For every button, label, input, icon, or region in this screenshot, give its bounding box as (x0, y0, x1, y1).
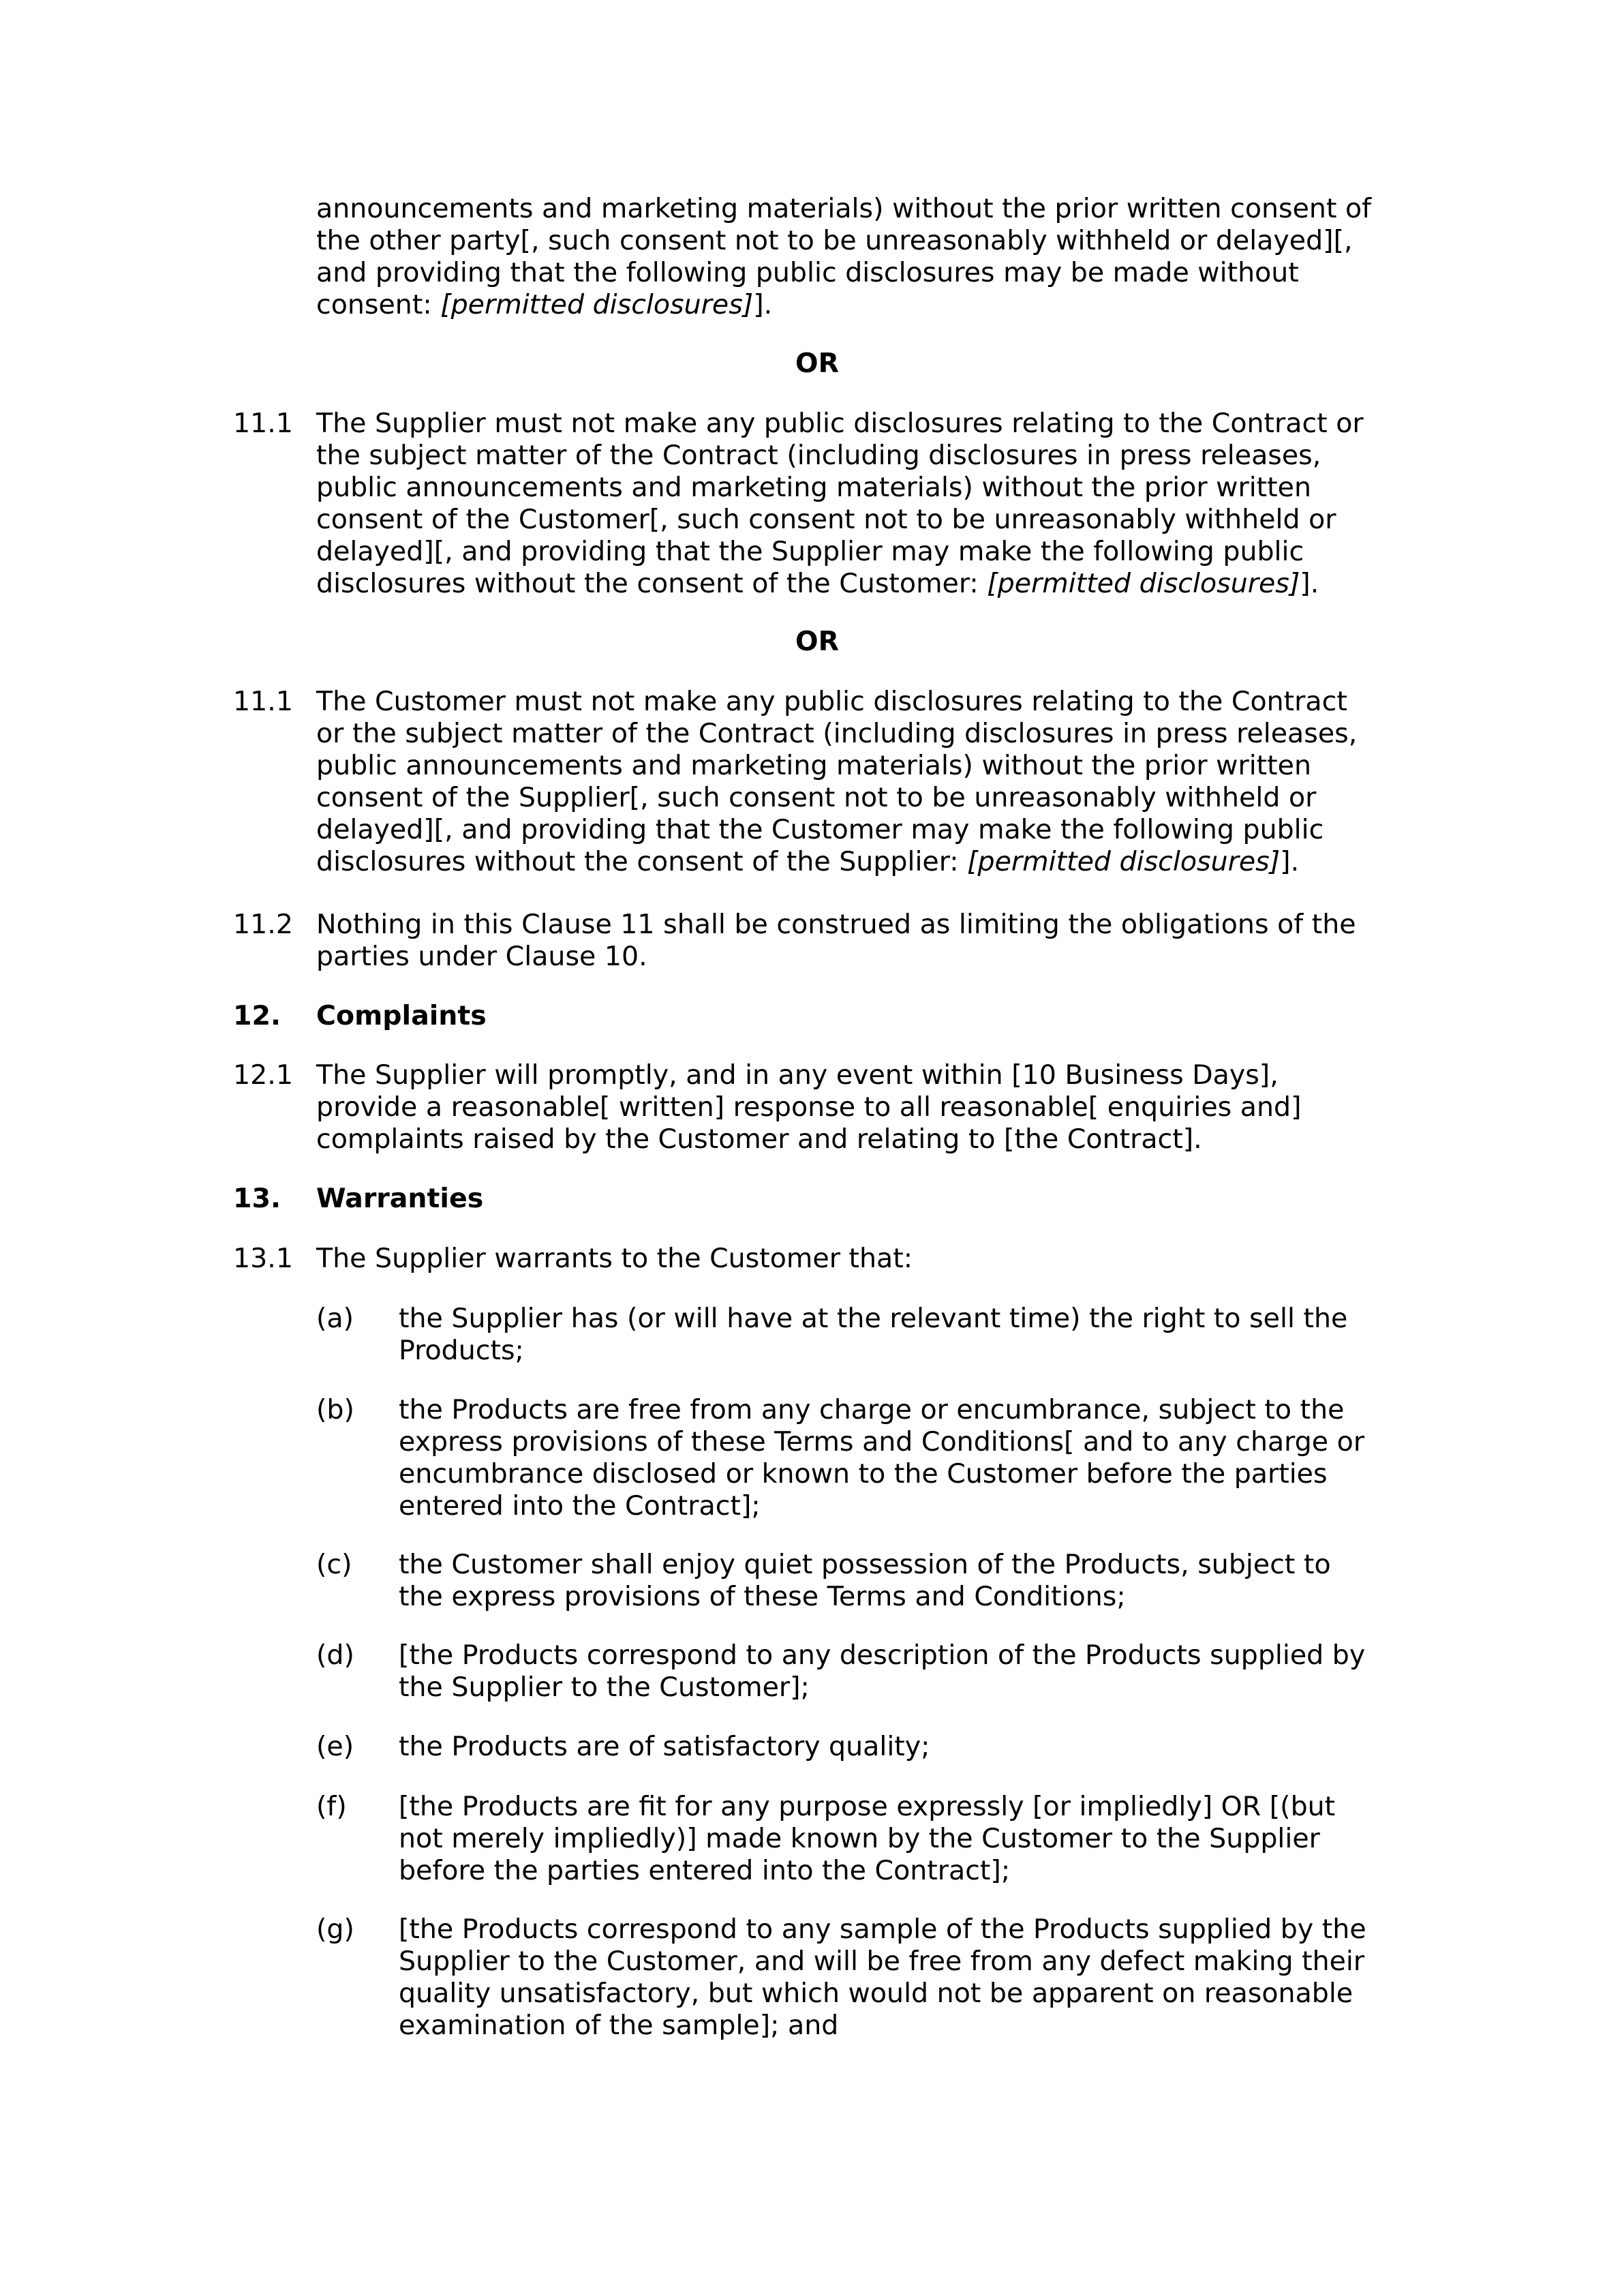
line-text: ]. (1300, 568, 1319, 599)
paragraph-line-last (316, 846, 1357, 878)
section-number: 13. (233, 1183, 281, 1214)
section-heading: Complaints (316, 1000, 487, 1031)
paragraph-line: consent of the Supplier[, such consent not to be unreasonably withheld or (316, 782, 1317, 813)
paragraph-line: [the Products correspond to any description of the Products supplied by (399, 1640, 1366, 1671)
clause-12-1 (316, 1059, 1302, 1155)
paragraph-line: the Supplier has (or will have at the relevant time) the right to sell the (399, 1303, 1348, 1334)
clause-13-1 (316, 1243, 913, 1275)
paragraph-line: Products; (399, 1335, 524, 1366)
paragraph-line: announcements and marketing materials) without the prior written consent of (316, 193, 1372, 224)
list-item (399, 1549, 1331, 1613)
paragraph-line: parties under Clause 10. (316, 941, 647, 972)
or-separator: OR (795, 348, 839, 379)
section-heading: Warranties (316, 1183, 484, 1214)
paragraph-line: the Products are of satisfactory quality; (399, 1731, 930, 1762)
paragraph-line: express provisions of these Terms and Conditions[ and to any charge or (399, 1426, 1365, 1457)
paragraph-line-last (316, 568, 1364, 600)
list-item-label: (g) (316, 1914, 354, 1945)
paragraph-line: The Supplier warrants to the Customer that: (316, 1243, 913, 1274)
paragraph-line: [the Products correspond to any sample of the Products supplied by the (399, 1914, 1366, 1945)
paragraph-line: [the Products are fit for any purpose expressly [or impliedly] OR [(but (399, 1791, 1336, 1822)
paragraph-line: quality unsatisfactory, but which would not be apparent on reasonable (399, 1978, 1353, 2009)
line-text: ]. (753, 289, 773, 320)
list-item-label: (b) (316, 1394, 354, 1425)
clause-number: 11.1 (233, 686, 293, 717)
paragraph-line: public announcements and marketing materials) without the prior written (316, 750, 1311, 781)
paragraph-line: the Supplier to the Customer]; (399, 1672, 810, 1703)
paragraph-line: encumbrance disclosed or known to the Customer before the parties (399, 1458, 1328, 1490)
placeholder-text: [permitted disclosures] (987, 568, 1300, 599)
intro-paragraph (316, 193, 1371, 321)
paragraph-line: or the subject matter of the Contract (including disclosures in press releases, (316, 718, 1358, 749)
paragraph-line: The Supplier must not make any public disclosures relating to the Contract or (316, 408, 1364, 439)
paragraph-line: examination of the sample]; and (399, 2010, 839, 2041)
list-item (399, 1303, 1347, 1367)
line-text: disclosures without the consent of the Supplier: (316, 846, 968, 877)
line-text: disclosures without the consent of the Customer: (316, 568, 988, 599)
paragraph-line: before the parties entered into the Contract]; (399, 1855, 1011, 1886)
clause-11-2 (316, 909, 1356, 973)
paragraph-line: The Supplier will promptly, and in any event within [10 Business Days], (316, 1059, 1279, 1091)
paragraph-line: delayed][, and providing that the Customer may make the following public (316, 814, 1324, 845)
paragraph-line: provide a reasonable[ written] response to all reasonable[ enquiries and] (316, 1091, 1302, 1123)
list-item-label: (a) (316, 1303, 354, 1334)
clause-number: 11.2 (233, 909, 293, 940)
list-item-label: (e) (316, 1731, 354, 1762)
paragraph-line-last (316, 289, 1371, 321)
list-item (399, 1394, 1364, 1522)
list-item (399, 1914, 1366, 2042)
clause-number: 12.1 (233, 1059, 293, 1091)
line-text: consent: (316, 289, 441, 320)
list-item (399, 1791, 1335, 1887)
paragraph-line: Supplier to the Customer, and will be free from any defect making their (399, 1946, 1365, 1977)
list-item-label: (d) (316, 1640, 354, 1671)
section-number: 12. (233, 1000, 281, 1031)
paragraph-line: the Customer shall enjoy quiet possession of the Products, subject to (399, 1549, 1331, 1580)
or-separator: OR (795, 626, 839, 657)
clause-11-1-customer (316, 686, 1357, 878)
placeholder-text: [permitted disclosures] (440, 289, 754, 320)
paragraph-line: the other party[, such consent not to be unreasonably withheld or delayed][, (316, 225, 1353, 256)
list-item-label: (f) (316, 1791, 347, 1822)
paragraph-line: not merely impliedly)] made known by the Customer to the Supplier (399, 1823, 1320, 1854)
line-text: ]. (1280, 846, 1300, 877)
list-item (399, 1731, 930, 1763)
paragraph-line: entered into the Contract]; (399, 1490, 761, 1522)
clause-number: 13.1 (233, 1243, 293, 1274)
clause-number: 11.1 (233, 408, 293, 439)
list-item-label: (c) (316, 1549, 352, 1580)
paragraph-line: public announcements and marketing materials) without the prior written (316, 472, 1311, 503)
paragraph-line: delayed][, and providing that the Supplier may make the following public (316, 536, 1304, 567)
paragraph-line: Nothing in this Clause 11 shall be construed as limiting the obligations of the (316, 909, 1356, 940)
paragraph-line: complaints raised by the Customer and relating to [the Contract]. (316, 1123, 1202, 1155)
paragraph-line: consent of the Customer[, such consent not to be unreasonably withheld or (316, 504, 1336, 535)
list-item (399, 1640, 1365, 1704)
paragraph-line: the express provisions of these Terms and Conditions; (399, 1581, 1126, 1612)
paragraph-line: the Products are free from any charge or encumbrance, subject to the (399, 1394, 1345, 1425)
paragraph-line: The Customer must not make any public disclosures relating to the Contract (316, 686, 1347, 717)
paragraph-line: and providing that the following public disclosures may be made without (316, 257, 1299, 288)
clause-11-1-supplier (316, 408, 1364, 600)
paragraph-line: the subject matter of the Contract (including disclosures in press releases, (316, 440, 1321, 471)
placeholder-text: [permitted disclosures] (967, 846, 1281, 877)
